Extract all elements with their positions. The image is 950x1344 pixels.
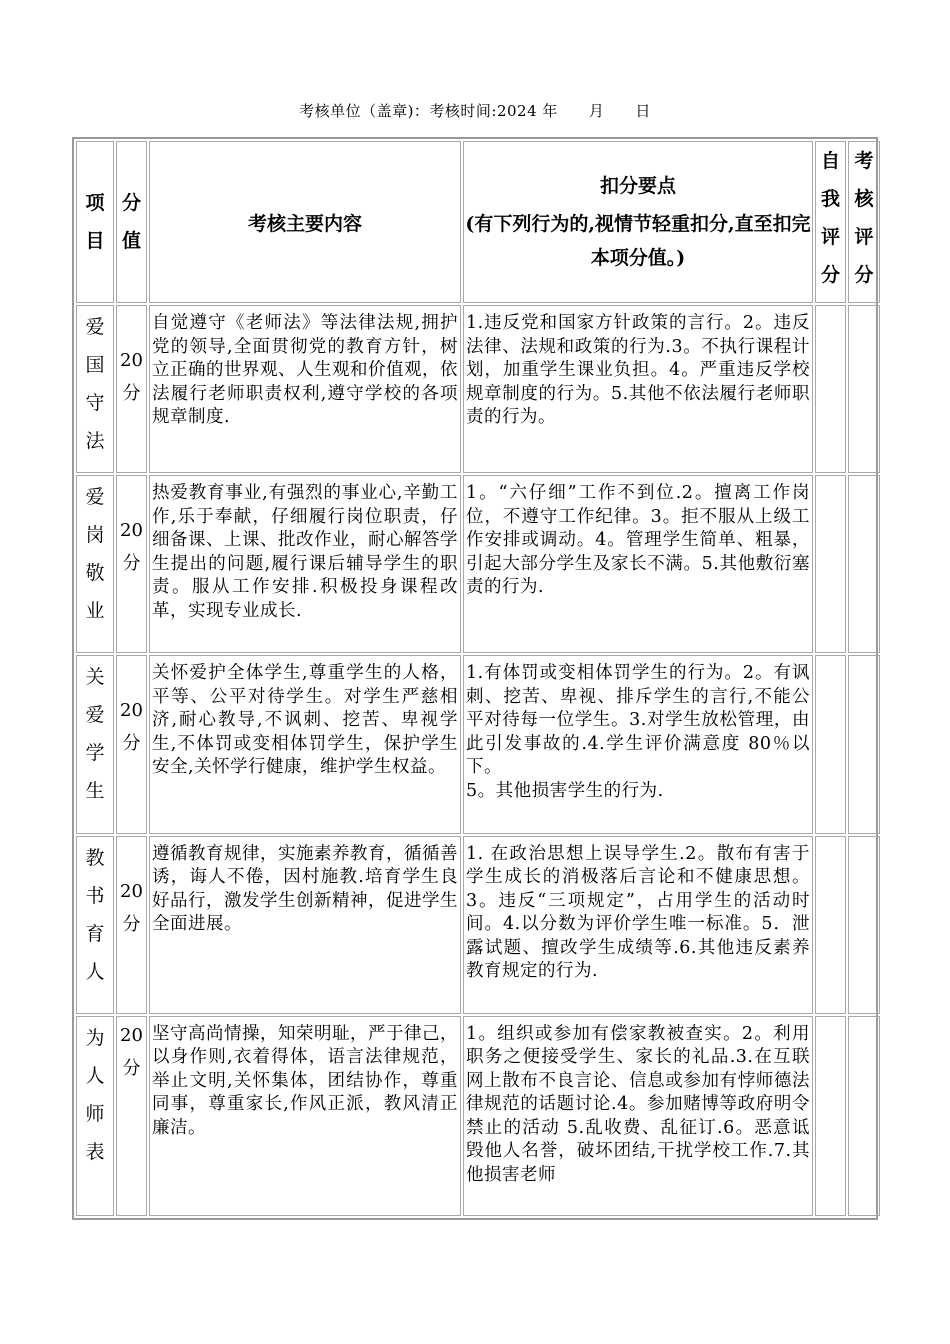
assessment-table	[74, 139, 882, 1218]
row-item: 爱岗敬业	[76, 475, 114, 653]
row-self-score-cell[interactable]	[815, 305, 846, 473]
row-self-score-cell[interactable]	[815, 1016, 846, 1216]
table-header-row	[76, 141, 880, 303]
row-self-score-cell[interactable]	[815, 655, 846, 833]
column-header-content: 考核主要内容	[149, 141, 461, 303]
row-assess-score-cell[interactable]	[848, 475, 880, 653]
row-deduct: 1. 在政治思想上误导学生.2。散布有害于学生成长的消极落后言论和不健康思想。3。违反“三项规定”，占用学生的活动时间。4.以分数为评价学生唯一标准。5．泄露试题、擅改学生成绩等.6.其他违反素养教育规定的行为.	[463, 836, 813, 1014]
row-assess-score-cell[interactable]	[848, 305, 880, 473]
row-score: 20分	[116, 1016, 147, 1216]
row-deduct: 1.违反党和国家方针政策的言行。2。违反法律、法规和政策的行为.3。不执行课程计划，加重学生课业负担。4。严重违反学校规章制度的行为。5.其他不依法履行老师职责的行为。	[463, 305, 813, 473]
row-score: 20分	[116, 655, 147, 833]
row-assess-score-cell[interactable]	[848, 836, 880, 1014]
row-self-score-cell[interactable]	[815, 475, 846, 653]
row-item: 为人师表	[76, 1016, 114, 1216]
row-score: 20分	[116, 305, 147, 473]
assessment-header-line: 考核单位（盖章)：考核时间:2024 年 月 日	[299, 102, 651, 120]
row-assess-score-cell[interactable]	[848, 1016, 880, 1216]
row-item: 关爱学生	[76, 655, 114, 833]
row-deduct: 1.有体罚或变相体罚学生的行为。2。有讽刺、挖苦、卑视、排斥学生的言行,不能公平对待每一位学生。3.对学生放松管理，由此引发事故的.4.学生评价满意度 80％以下。 5。其他损害学生的行为.	[463, 655, 813, 833]
row-score: 20分	[116, 475, 147, 653]
column-header-item: 项目	[76, 141, 114, 303]
row-self-score-cell[interactable]	[815, 836, 846, 1014]
row-content: 热爱教育事业,有强烈的事业心,辛勤工作,乐于奉献，仔细履行岗位职责，仔细备课、上课、批改作业，耐心解答学生提出的问题,履行课后辅导学生的职责。服从工作安排.积极投身课程改革，实现专业成长.	[149, 475, 461, 653]
row-content: 关怀爱护全体学生,尊重学生的人格，平等、公平对待学生。对学生严慈相济,耐心教导,不讽刺、挖苦、卑视学生,不体罚或变相体罚学生，保护学生安全,关怀学行健康，维护学生权益。	[149, 655, 461, 833]
table-row	[76, 1016, 880, 1216]
row-content: 遵循教育规律，实施素养教育，循循善诱，诲人不倦，因村施教.培育学生良好品行，激发学生创新精神，促进学生全面进展。	[149, 836, 461, 1014]
deduct-note: (有下列行为的,视情节轻重扣分,直至扣完本项分值。)	[465, 213, 811, 270]
row-content: 坚守高尚情操，知荣明耻，严于律己，以身作则,衣着得体，语言法律规范，举止文明,关怀集体，团结协作，尊重同事，尊重家长,作风正派，教风清正廉洁。	[149, 1016, 461, 1216]
table-row	[76, 305, 880, 473]
row-deduct: 1。“六仔细”工作不到位.2。擅离工作岗位，不遵守工作纪律。3。拒不服从上级工作安排或调动。4。管理学生简单、粗暴，引起大部分学生及家长不满。5.其他敷衍塞责的行为.	[463, 475, 813, 653]
column-header-self-score: 自我评分	[815, 141, 846, 303]
table-row	[76, 655, 880, 833]
column-header-assess-score: 考核评分	[848, 141, 880, 303]
column-header-deduct	[463, 141, 813, 303]
row-assess-score-cell[interactable]	[848, 655, 880, 833]
table-row	[76, 475, 880, 653]
column-header-score: 分值	[116, 141, 147, 303]
assessment-table-frame	[72, 137, 878, 1220]
row-content: 自觉遵守《老师法》等法律法规,拥护党的领导,全面贯彻党的教育方针，树立正确的世界观、人生观和价值观，依法履行老师职责权利,遵守学校的各项规章制度.	[149, 305, 461, 473]
table-row	[76, 836, 880, 1014]
row-score: 20分	[116, 836, 147, 1014]
deduct-title: 扣分要点	[599, 175, 676, 198]
row-item: 教书育人	[76, 836, 114, 1014]
row-deduct: 1。组织或参加有偿家教被查实。2。利用职务之便接受学生、家长的礼品.3.在互联网上散布不良言论、信息或参加有悖师德法律规范的话题讨论.4。参加赌博等政府明令禁止的活动 5.乱收费、乱征订.6。恶意诋毁他人名誉，破坏团结,干扰学校工作.7.其他损害老师	[463, 1016, 813, 1216]
row-item: 爱国守法	[76, 305, 114, 473]
